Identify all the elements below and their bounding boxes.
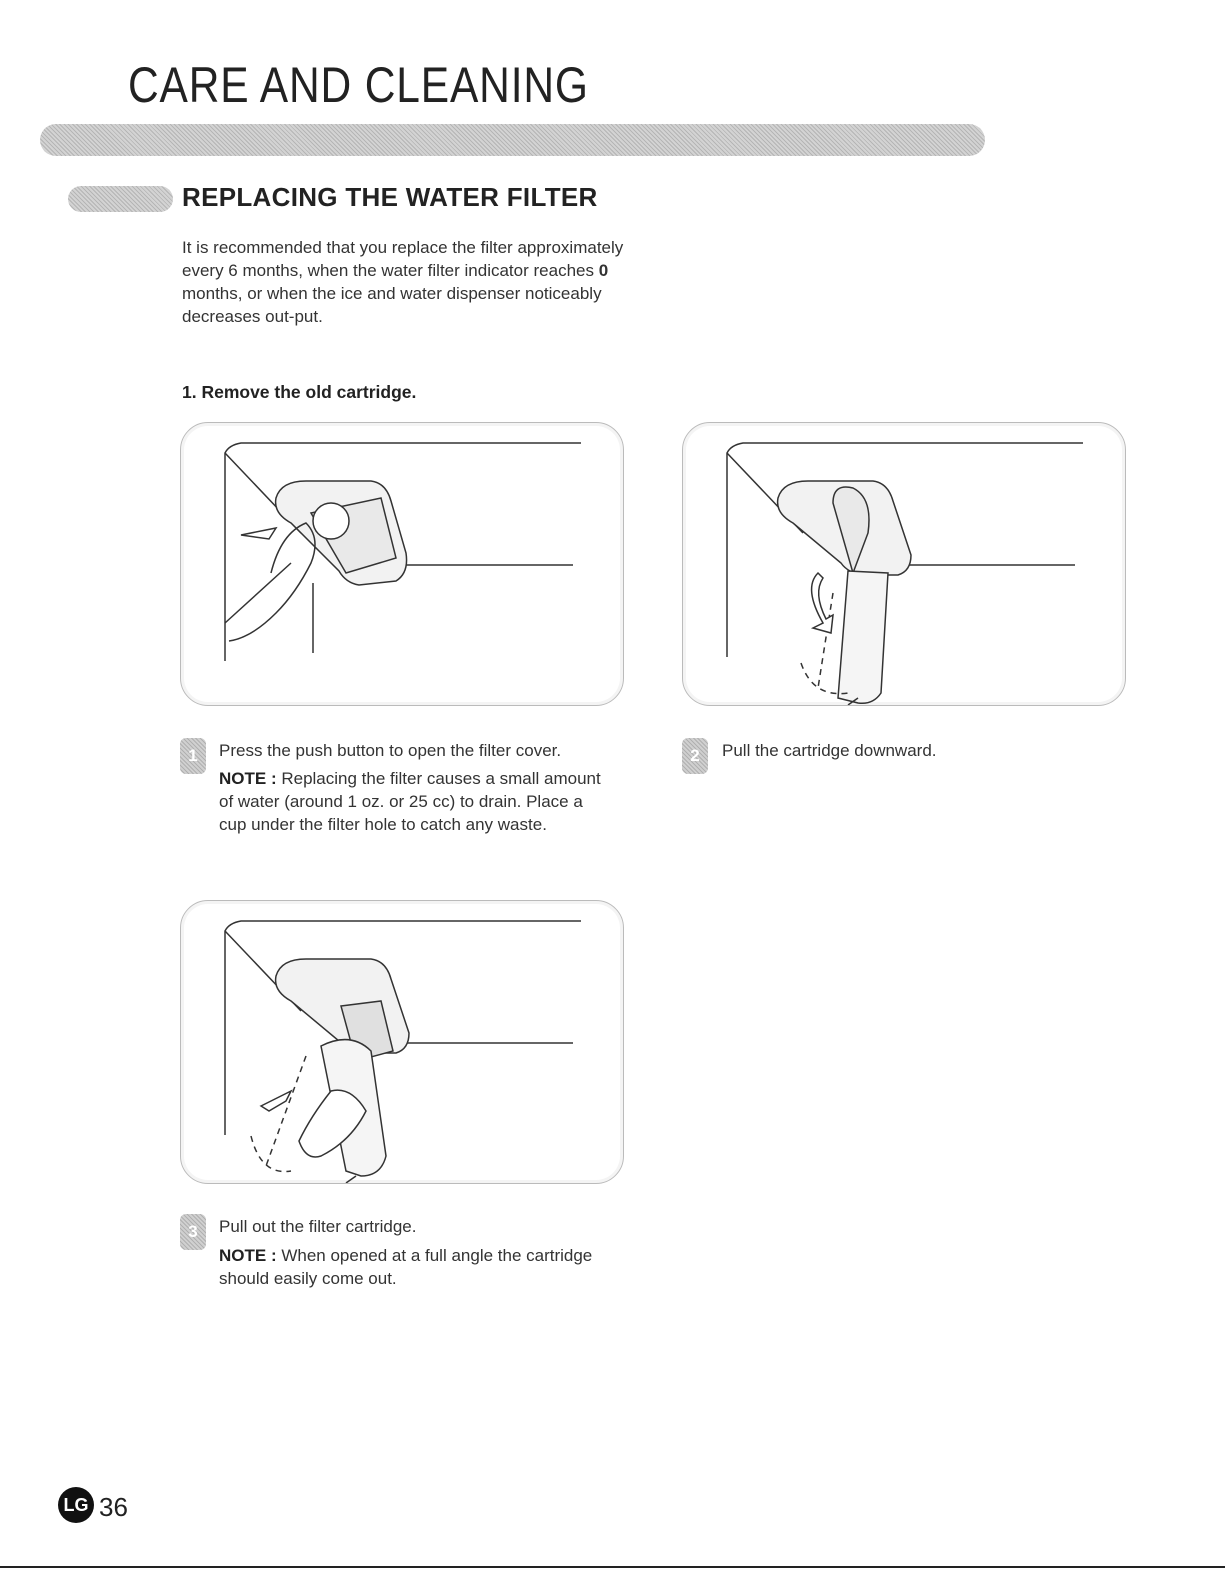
step-3-note-label: NOTE : bbox=[219, 1246, 277, 1265]
illustration-pull-downward bbox=[682, 422, 1126, 706]
illustration-press-button bbox=[180, 422, 624, 706]
title-bar-decoration bbox=[40, 124, 985, 156]
illustration-pull-out bbox=[180, 900, 624, 1184]
step-heading: 1. Remove the old cartridge. bbox=[182, 382, 417, 402]
step-1-note-text: Replacing the filter causes a small amount of water (around 1 oz. or 25 cc) to drain. Place a cup under the filter hole to catch any waste. bbox=[219, 769, 601, 834]
illustration-3-drawing bbox=[181, 901, 623, 1183]
step-badge-2: 2 bbox=[682, 738, 708, 774]
intro-paragraph bbox=[182, 236, 662, 328]
section-heading: REPLACING THE WATER FILTER bbox=[182, 182, 598, 212]
lg-logo-icon: LG bbox=[58, 1487, 94, 1523]
step-3-caption: Pull out the filter cartridge. bbox=[219, 1217, 417, 1236]
page-number: 36 bbox=[99, 1492, 128, 1522]
step-3-note bbox=[219, 1244, 609, 1290]
step-2-caption: Pull the cartridge downward. bbox=[722, 741, 937, 760]
illustration-1-drawing bbox=[181, 423, 623, 705]
intro-bold-value: 0 bbox=[598, 261, 609, 280]
illustration-2-drawing bbox=[683, 423, 1125, 705]
step-1-note bbox=[219, 767, 609, 836]
section-pill-decoration bbox=[68, 186, 173, 212]
step-3-note-text: When opened at a full angle the cartridge should easily come out. bbox=[219, 1246, 593, 1288]
page-title: CARE AND CLEANING bbox=[128, 57, 589, 113]
step-1-note-label: NOTE : bbox=[219, 769, 277, 788]
intro-text-start: It is recommended that you replace the filter approximately every 6 months, when the water filter indicator reaches bbox=[182, 238, 624, 280]
step-badge-3: 3 bbox=[180, 1214, 206, 1250]
step-badge-1: 1 bbox=[180, 738, 206, 774]
footer-rule bbox=[0, 1566, 1225, 1568]
step-1-caption: Press the push button to open the filter cover. bbox=[219, 741, 562, 760]
intro-text-end: months, or when the ice and water dispenser noticeably decreases out-put. bbox=[182, 284, 602, 326]
